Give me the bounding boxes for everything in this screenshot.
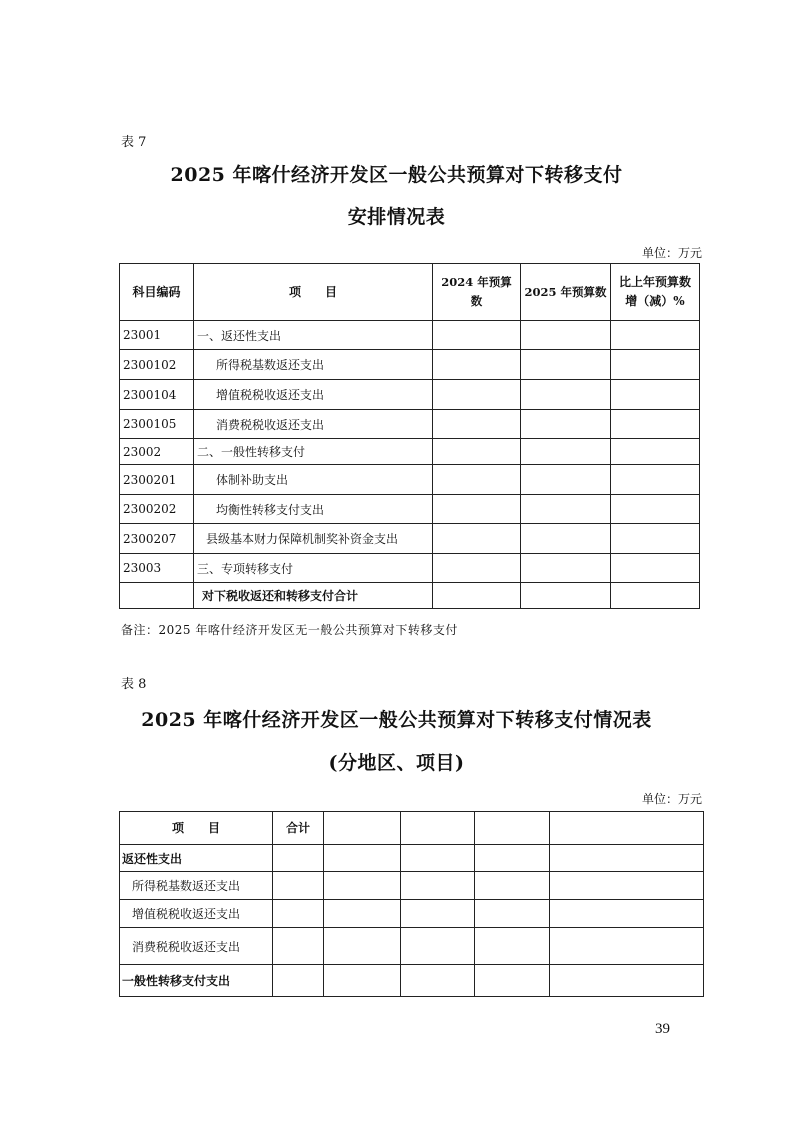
cell-2024 [433, 465, 521, 495]
table-row [120, 465, 700, 495]
cell-2024 [433, 410, 521, 439]
cell-2024 [433, 350, 521, 380]
cell-change [611, 554, 700, 583]
cell-2025 [521, 321, 611, 350]
cell-change [611, 350, 700, 380]
cell-2024 [433, 583, 521, 609]
table-row [120, 524, 700, 554]
cell [401, 872, 475, 900]
table7-unit: 单位：万元 [641, 246, 702, 260]
row-item: 返还性支出 [120, 845, 273, 872]
cell [401, 928, 475, 965]
row-code: 2300202 [120, 495, 194, 524]
cell [475, 965, 550, 997]
cell [550, 928, 704, 965]
table-row [120, 350, 700, 380]
header-empty [550, 812, 704, 845]
row-item: 二、一般性转移支付 [194, 439, 433, 465]
cell [550, 845, 704, 872]
row-item: 所得税基数返还支出 [120, 872, 273, 900]
table7-header-row [120, 264, 700, 321]
row-code: 23001 [120, 321, 194, 350]
table7 [119, 263, 700, 609]
table-row [120, 380, 700, 410]
table8-title-line1: 2025 年喀什经济开发区一般公共预算对下转移支付情况表 [141, 709, 652, 731]
cell-2025 [521, 465, 611, 495]
header-empty [475, 812, 550, 845]
cell-2024 [433, 380, 521, 410]
row-item: 对下税收返还和转移支付合计 [194, 583, 433, 609]
row-code: 2300105 [120, 410, 194, 439]
cell-2024 [433, 524, 521, 554]
table-row [120, 965, 704, 997]
table-row [120, 554, 700, 583]
row-item: 一、返还性支出 [194, 321, 433, 350]
table8-title-line2: (分地区、项目) [328, 752, 465, 774]
cell-change [611, 524, 700, 554]
cell-change [611, 465, 700, 495]
table7-title-line1: 2025 年喀什经济开发区一般公共预算对下转移支付 [170, 164, 623, 186]
table-row [120, 928, 704, 965]
row-code [120, 583, 194, 609]
row-item: 增值税税收返还支出 [194, 380, 433, 410]
row-item: 增值税税收返还支出 [120, 900, 273, 928]
row-item: 县级基本财力保障机制奖补资金支出 [194, 524, 433, 554]
cell-change [611, 439, 700, 465]
table8-label: 表 8 [121, 677, 147, 692]
cell-2024 [433, 495, 521, 524]
table-row [120, 900, 704, 928]
header-total: 合计 [273, 812, 324, 845]
header-budget-2025: 2025 年预算数 [521, 264, 611, 321]
cell-change [611, 321, 700, 350]
cell-2025 [521, 380, 611, 410]
cell [324, 872, 401, 900]
table-row [120, 495, 700, 524]
cell [273, 965, 324, 997]
cell [401, 965, 475, 997]
cell-2024 [433, 439, 521, 465]
cell [550, 872, 704, 900]
table-row-total [120, 583, 700, 609]
table7-note: 备注：2025 年喀什经济开发区无一般公共预算对下转移支付 [121, 623, 458, 637]
table7-label: 表 7 [121, 135, 147, 150]
row-code: 23003 [120, 554, 194, 583]
cell-2025 [521, 583, 611, 609]
cell [475, 900, 550, 928]
cell [324, 928, 401, 965]
cell-2025 [521, 350, 611, 380]
cell [401, 845, 475, 872]
header-change: 比上年预算数增（减）% [611, 264, 700, 321]
cell-change [611, 495, 700, 524]
header-item: 项 目 [120, 812, 273, 845]
row-item: 消费税税收返还支出 [120, 928, 273, 965]
cell [550, 900, 704, 928]
table-row [120, 872, 704, 900]
cell [273, 900, 324, 928]
cell [401, 900, 475, 928]
table8-unit: 单位：万元 [641, 792, 702, 806]
row-item: 体制补助支出 [194, 465, 433, 495]
table7-title-line2: 安排情况表 [347, 206, 446, 228]
row-code: 2300201 [120, 465, 194, 495]
cell-2025 [521, 524, 611, 554]
cell-2024 [433, 321, 521, 350]
cell-change [611, 380, 700, 410]
row-item: 均衡性转移支付支出 [194, 495, 433, 524]
table8 [119, 811, 704, 997]
cell [475, 872, 550, 900]
cell [324, 845, 401, 872]
table-row [120, 321, 700, 350]
cell [550, 965, 704, 997]
cell-2025 [521, 410, 611, 439]
row-item: 所得税基数返还支出 [194, 350, 433, 380]
row-code: 2300104 [120, 380, 194, 410]
header-code: 科目编码 [120, 264, 194, 321]
row-item: 三、专项转移支付 [194, 554, 433, 583]
cell [324, 965, 401, 997]
table-row [120, 439, 700, 465]
row-code: 2300207 [120, 524, 194, 554]
table-row [120, 845, 704, 872]
cell [273, 928, 324, 965]
header-budget-2024: 2024 年预算数 [433, 264, 521, 321]
cell [475, 928, 550, 965]
cell [324, 900, 401, 928]
cell-2025 [521, 554, 611, 583]
cell-change [611, 583, 700, 609]
table-row [120, 410, 700, 439]
row-item: 一般性转移支付支出 [120, 965, 273, 997]
cell-2024 [433, 554, 521, 583]
cell [273, 872, 324, 900]
cell [273, 845, 324, 872]
row-item: 消费税税收返还支出 [194, 410, 433, 439]
page-number: 39 [655, 1021, 670, 1037]
cell-2025 [521, 439, 611, 465]
cell [475, 845, 550, 872]
header-empty [324, 812, 401, 845]
table8-header-row [120, 812, 704, 845]
header-item: 项 目 [194, 264, 433, 321]
row-code: 2300102 [120, 350, 194, 380]
cell-2025 [521, 495, 611, 524]
row-code: 23002 [120, 439, 194, 465]
cell-change [611, 410, 700, 439]
header-empty [401, 812, 475, 845]
